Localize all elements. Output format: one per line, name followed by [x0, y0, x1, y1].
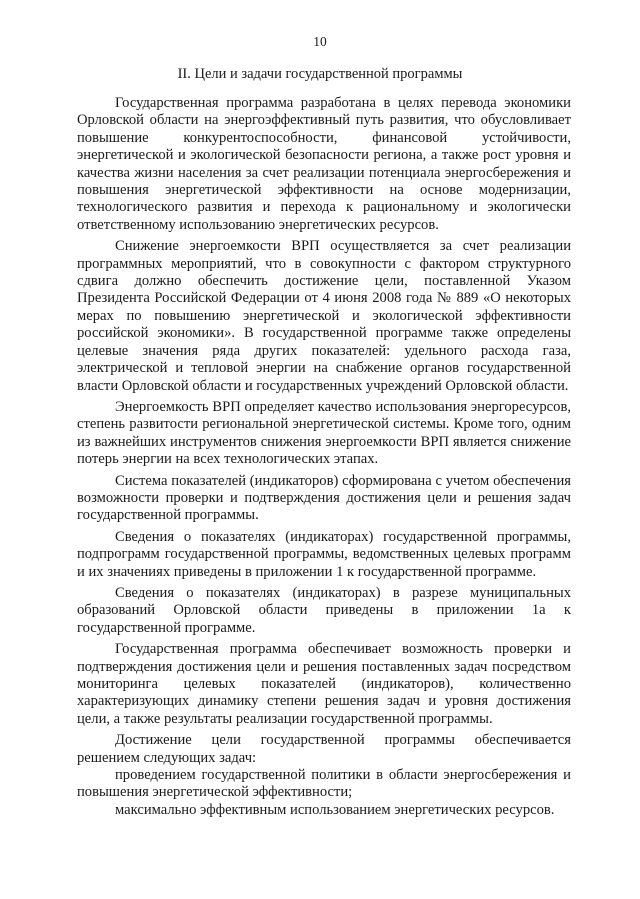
paragraph-energy-intensity-definition: Энергоемкость ВРП определяет качество использования энергоресурсов, степень развитости региональной энергетической системы. Кроме того, одним из важнейших инструментов снижения энергоемкости ВРП является снижение потерь энергии на всех технологических этапах. — [77, 398, 571, 468]
page-number: 10 — [313, 34, 327, 49]
list-item-efficient-use: максимально эффективным использованием энергетических ресурсов. — [115, 801, 555, 818]
paragraph-tasks-intro: Достижение цели государственной программы обеспечивается решением следующих задач: — [77, 732, 571, 766]
paragraph-indicator-system: Система показателей (индикаторов) сформирована с учетом обеспечения возможности проверки и подтверждения достижения цели и решения задач государственной программы. — [77, 472, 571, 524]
paragraph-indicators-appendix-1: Сведения о показателях (индикаторах) государственной программы, подпрограмм государственной программы, ведомственных целевых программ и их значениях приведены в приложении 1 к государственной программе. — [77, 528, 571, 580]
body-text — [77, 95, 571, 819]
list-item-state-policy: проведением государственной политики в области энергосбережения и повышения энергетической эффективности; — [77, 767, 571, 801]
paragraph-program-purpose: Государственная программа разработана в целях перевода экономики Орловской области на энергоэффективный путь развития, что обусловливает повышение конкурентоспособности, финансовой устойчивости, энергетической и экологической безопасности региона, а также рост уровня и качества жизни населения за счет реализации потенциала энергосбережения и повышения энергетической эффективности на основе модернизации, технологического развития и перехода к рациональному и экологически ответственному использованию энергетических ресурсов. — [77, 95, 571, 233]
paragraph-energy-intensity-reduction: Снижение энергоемкости ВРП осуществляется за счет реализации программных мероприятий, что в совокупности с фактором структурного сдвига должно обеспечить достижение цели, поставленной Указом Президента Российской Федерации от 4 июня 2008 года № 889 «О некоторых мерах по повышению энергетической и экологической эффективности российской экономики». В государственной программе также определены целевые значения ряда других показателей: удельного расхода газа, электрической и тепловой энергии на снабжение органов государственной власти Орловской области и государственных учреждений Орловской области. — [77, 238, 571, 394]
paragraph-indicators-appendix-1a: Сведения о показателях (индикаторах) в разрезе муниципальных образований Орловской области приведены в приложении 1а к государственной программе. — [77, 584, 571, 636]
section-title: II. Цели и задачи государственной программы — [177, 66, 463, 82]
paragraph-monitoring: Государственная программа обеспечивает возможность проверки и подтверждения достижения цели и решения поставленных задач посредством мониторинга целевых показателей (индикаторов), количественно характеризующих динамику степени решения задач и уровня достижения цели, а также результаты реализации государственной программы. — [77, 641, 571, 727]
